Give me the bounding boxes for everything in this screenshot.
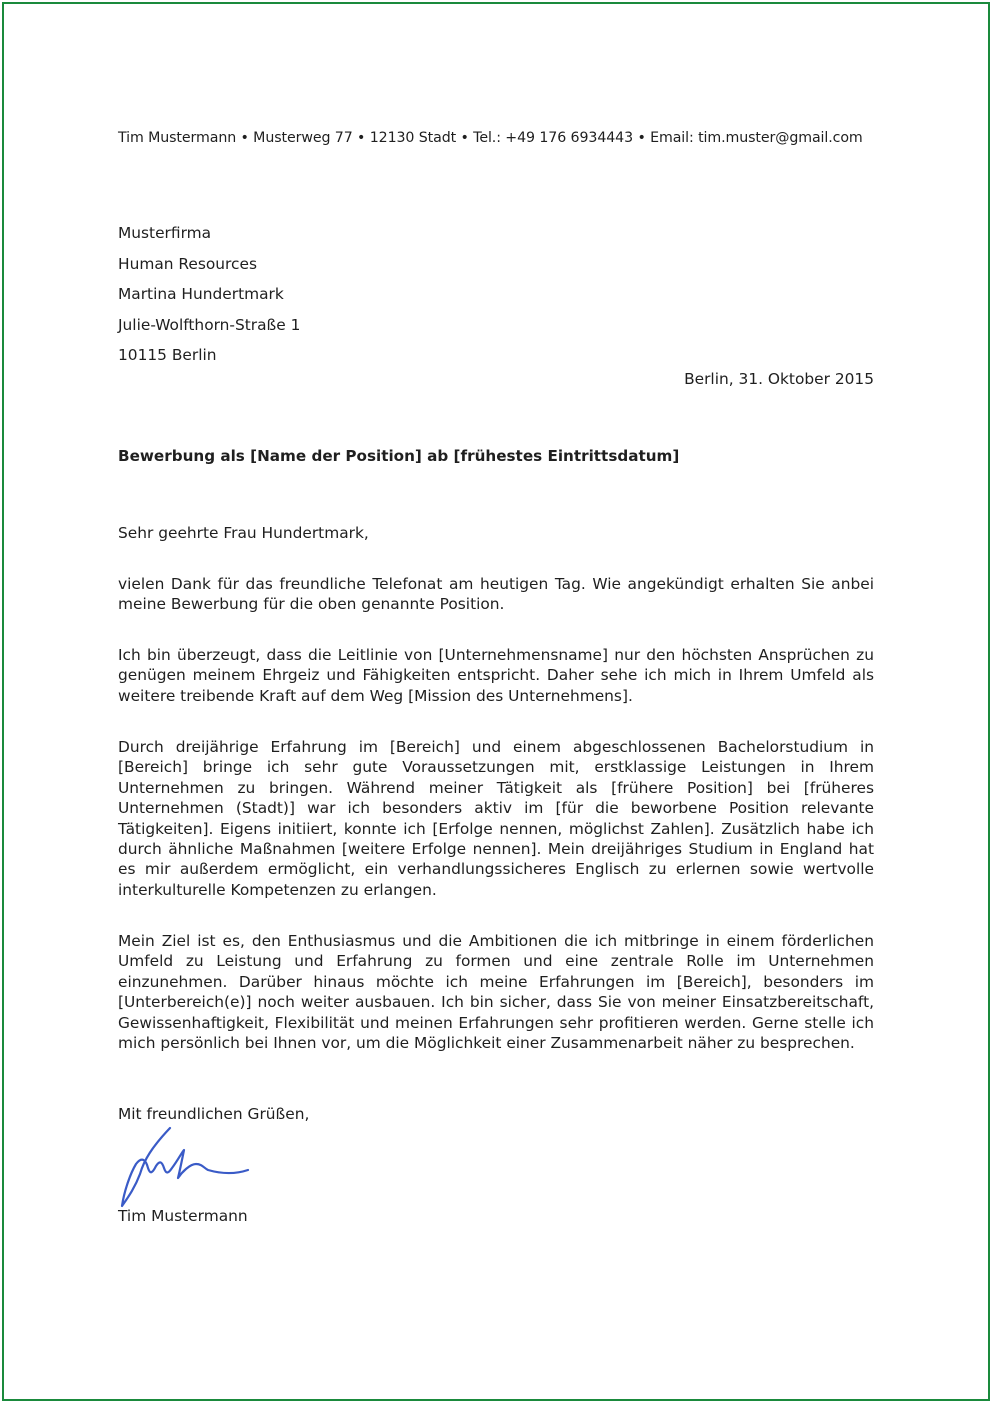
paragraph-3 [118, 737, 874, 900]
paragraph-2 [118, 645, 874, 706]
letter-date: Berlin, 31. Oktober 2015 [684, 370, 874, 388]
salutation: Sehr geehrte Frau Hundertmark, [118, 524, 369, 542]
closing: Mit freundlichen Grüßen, [118, 1105, 310, 1123]
letter-subject: Bewerbung als [Name der Position] ab [frühestes Eintrittsdatum] [118, 447, 680, 465]
recipient-department: Human Resources [118, 254, 257, 273]
recipient-person: Martina Hundertmark [118, 285, 284, 303]
recipient-city: 10115 Berlin [118, 346, 217, 364]
signer-name: Tim Mustermann [118, 1207, 248, 1225]
paragraph-4 [118, 931, 874, 1053]
paragraph-1 [118, 574, 874, 615]
handwritten-signature [112, 1122, 262, 1212]
paragraph-1-text: vielen Dank für das freundliche Telefonat am heutigen Tag. Wie angekündigt erhalten Sie anbei meine Bewerbung für die oben genannte Position. [118, 575, 874, 614]
recipient-company: Musterfirma [118, 224, 212, 242]
recipient-address [118, 218, 874, 371]
paragraph-2-text: Ich bin überzeugt, dass die Leitlinie von [Unternehmensname] nur den höchsten Ansprüchen zu genügen meinem Ehrgeiz und Fähigkeiten entspricht. Daher sehe ich mich in Ihrem Umfeld als weitere treibende Kraft auf dem Weg [Mission des Unternehmens]. [118, 646, 874, 705]
sender-line: Tim Mustermann • Musterweg 77 • 12130 Stadt • Tel.: +49 176 6934443 • Email: tim.muster@gmail.com [118, 130, 863, 146]
recipient-street: Julie-Wolfthorn-Straße 1 [118, 315, 301, 334]
paragraph-3-text: Durch dreijährige Erfahrung im [Bereich] und einem abgeschlossenen Bachelorstudium in [Bereich] bringe ich sehr gute Voraussetzungen mit, erstklassige Leistungen in Ihrem Unternehmen zu bringen. Während meiner Tätigkeit als [frühere Position] bei [früheres Unternehmen (Stadt)] war ich besonders aktiv im [für die beworbene Position relevante Tätigkeiten]. Eigens initiiert, konnte ich [Erfolge nennen, möglichst Zahlen]. Zusätzlich habe ich durch ähnliche Maßnahmen [weitere Erfolge nennen]. Mein dreijähriges Studium in England hat es mir außerdem ermöglicht, ein verhandlungssicheres Englisch zu erlernen sowie wertvolle interkulturelle Kompetenzen zu erlangen. [118, 738, 874, 899]
paragraph-4-text: Mein Ziel ist es, den Enthusiasmus und die Ambitionen die ich mitbringe in einem förderlichen Umfeld zu Leistung und Erfahrung zu formen und eine zentrale Rolle im Unternehmen einzunehmen. Darüber hinaus möchte ich meine Erfahrungen im [Bereich], besonders im [Unterbereich(e)] noch weiter ausbauen. Ich bin sicher, dass Sie von meiner Einsatzbereitschaft, Gewissenhaftigkeit, Flexibilität und meinen Erfahrungen sehr profitieren werden. Gerne stelle ich mich persönlich bei Ihnen vor, um die Möglichkeit einer Zusammenarbeit näher zu besprechen. [118, 932, 874, 1053]
